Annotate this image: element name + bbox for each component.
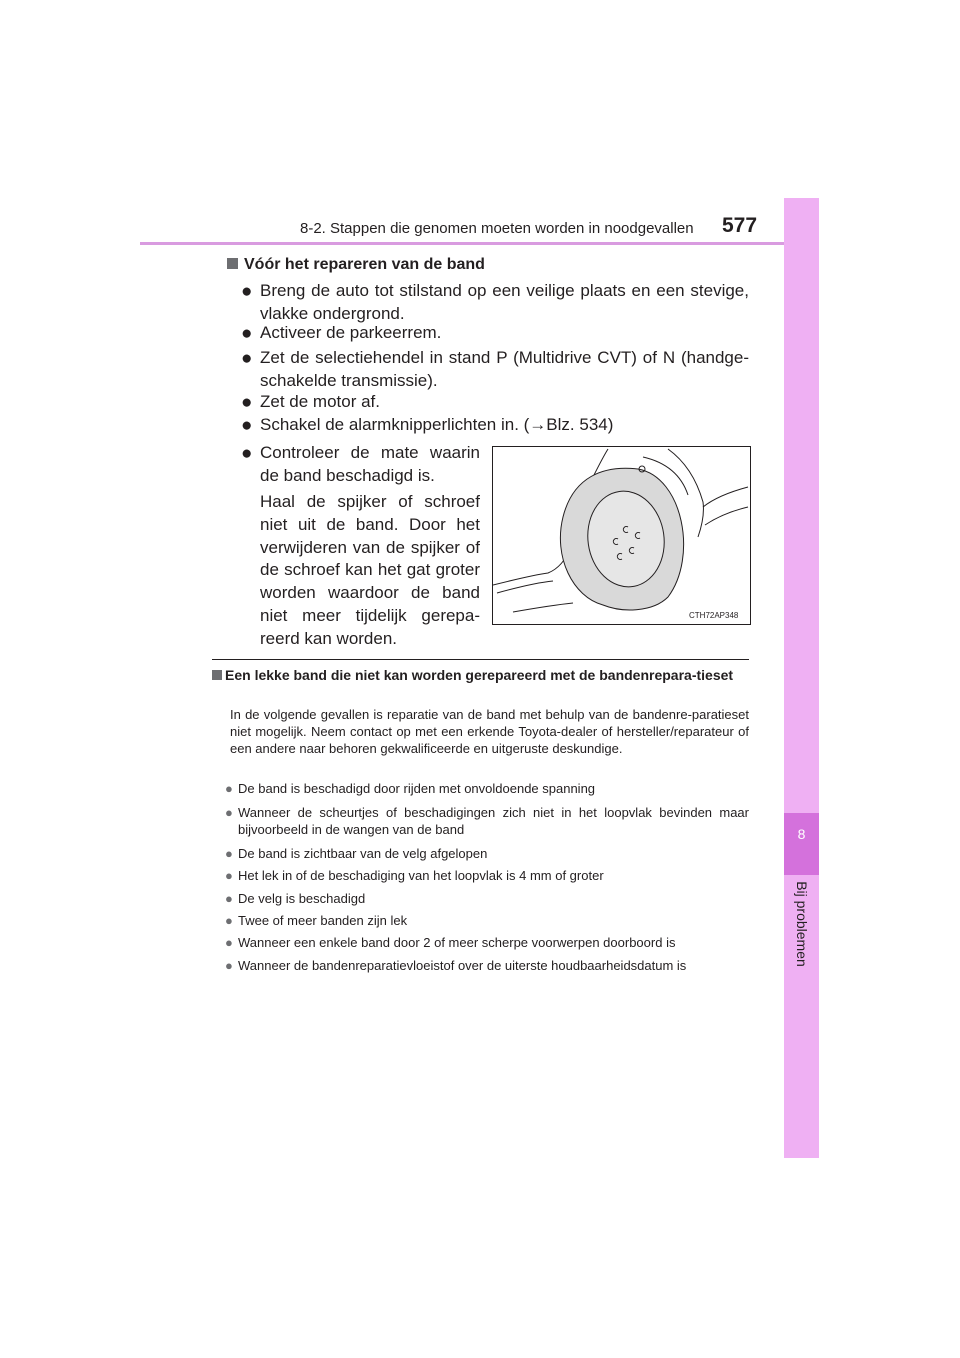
bullet-icon: ●	[225, 781, 233, 796]
figure-code: CTH72AP348	[689, 611, 739, 620]
bullet-icon: ●	[241, 392, 253, 413]
chapter-number-marker	[784, 813, 819, 875]
chapter-number: 8	[797, 826, 806, 842]
bullet-icon: ●	[241, 443, 253, 464]
bullet-icon: ●	[225, 958, 233, 973]
bullet-icon: ●	[225, 846, 233, 861]
list-item: De band is beschadigd door rijden met onvoldoende spanning	[238, 781, 596, 796]
list-item: Activeer de parkeerrem.	[260, 323, 442, 342]
tire-drawing	[493, 447, 750, 624]
list-item: Het lek in of de beschadiging van het loopvlak is 4 mm of groter	[238, 868, 604, 883]
list-item: De velg is beschadigd	[238, 891, 366, 906]
square-bullet-icon	[227, 258, 238, 269]
chapter-title-label: Bij problemen	[794, 881, 810, 967]
bullet-icon: ●	[225, 891, 233, 906]
list-item: Wanneer een enkele band door 2 of meer scherpe voorwerpen doorboord is	[238, 935, 676, 950]
bullet-icon: ●	[241, 281, 253, 302]
list-item: Zet de motor af.	[260, 392, 380, 411]
list-item: Zet de selectiehendel in stand P (Multidrive CVT) of N (handge-schakelde transmissie).	[260, 348, 749, 390]
section-title: 8-2. Stappen die genomen moeten worden in noodgevallen	[300, 220, 694, 237]
list-item: Twee of meer banden zijn lek	[238, 913, 408, 928]
bullet-icon: ●	[225, 805, 233, 820]
list-item: Wanneer de scheurtjes of beschadigingen zich niet in het loopvlak bevinden maar bijvoorbeeld in de wangen van de band	[238, 805, 749, 837]
note-heading-label: Een lekke band die niet kan worden gerepareerd met de bandenrepara-tieset	[225, 667, 734, 683]
bullet-icon: ●	[225, 913, 233, 928]
note-heading	[212, 667, 749, 684]
list-item: Wanneer de bandenreparatievloeistof over de uiterste houdbaarheidsdatum is	[238, 958, 687, 973]
list-item: Schakel de alarmknipperlichten in. (→Blz. 534)	[260, 415, 614, 434]
chapter-side-tab	[784, 198, 819, 1158]
chapter-title	[782, 870, 822, 978]
list-item: Breng de auto tot stilstand op een veilige plaats en een stevige, vlakke ondergrond.	[260, 281, 749, 323]
square-bullet-icon	[212, 670, 222, 680]
bullet-icon: ●	[241, 415, 253, 436]
bullet-icon: ●	[241, 348, 253, 369]
bullet-icon: ●	[241, 323, 253, 344]
section-heading-label: Vóór het repareren van de band	[244, 256, 485, 273]
note-divider	[212, 659, 749, 660]
bullet-icon: ●	[225, 868, 233, 883]
bullet-icon: ●	[225, 935, 233, 950]
tire-illustration	[492, 446, 751, 625]
bullet-paragraph: Haal de spijker of schroef niet uit de band. Door het verwijderen van de spijker of de schroef kan het gat groter worden waardoor de band niet meer tijdelijk gerepa-reerd kan worden.	[260, 492, 480, 648]
list-item: Controleer de mate waarin de band beschadigd is.	[260, 443, 480, 485]
page-number: 577	[722, 214, 758, 237]
note-intro: In de volgende gevallen is reparatie van de band met behulp van de bandenre-paratieset niet mogelijk. Neem contact op met een erkende Toyota-dealer of hersteller/reparateur of een andere naar behoren gekwalificeerde en uitgeruste deskundige.	[230, 707, 749, 756]
header-divider	[140, 242, 818, 245]
section-heading	[227, 256, 485, 274]
list-item: De band is zichtbaar van de velg afgelopen	[238, 846, 488, 861]
